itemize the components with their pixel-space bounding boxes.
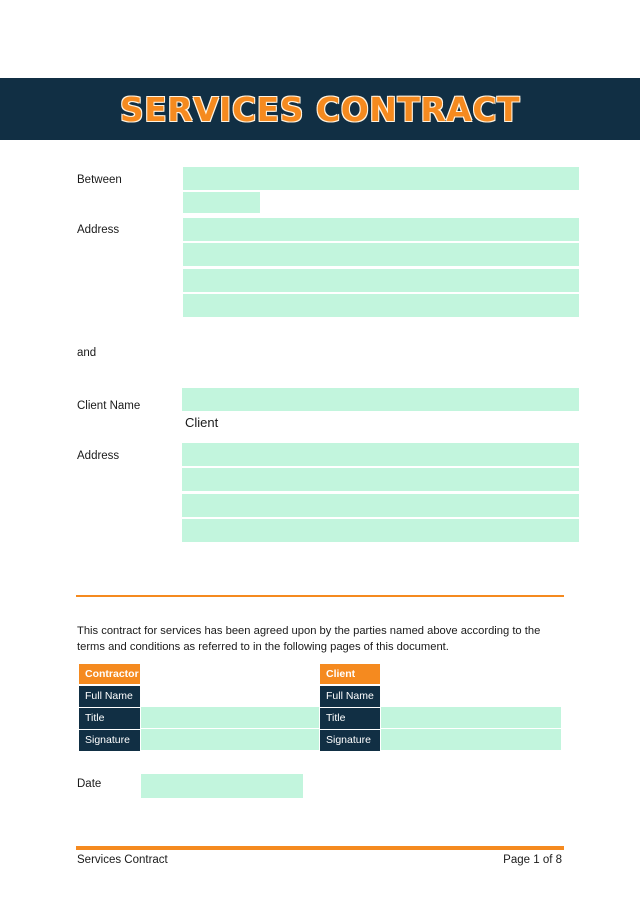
provider-name-extra-field[interactable] [183,192,260,213]
client-heading: Client [320,664,380,684]
client-address-label: Address [77,450,120,462]
date-label: Date [77,778,102,790]
provider-address-line-1[interactable] [183,218,579,241]
contractor-heading: Contractor [79,664,140,684]
contractor-full-name-label: Full Name [79,686,140,707]
contractor-signature-label: Signature [79,730,140,751]
client-signature-label: Signature [320,730,380,751]
between-label: Between [77,174,122,186]
client-name-label: Client Name [77,400,141,412]
agreement-paragraph: This contract for services has been agreed upon by the parties named above according to the terms and conditions as referred to in the following pages of this document. [77,625,541,653]
client-title-field[interactable] [381,707,561,728]
contractor-signature-field[interactable] [141,729,319,750]
provider-name-field[interactable] [183,167,579,190]
date-field[interactable] [141,774,303,798]
provider-address-line-4[interactable] [183,294,579,317]
client-address-line-3[interactable] [182,494,579,517]
client-name-field[interactable] [182,388,579,411]
provider-address-line-3[interactable] [183,269,579,292]
page-title: SERVICES CONTRACT [119,89,521,129]
title-banner [0,78,640,140]
client-full-name-label: Full Name [320,686,380,707]
client-signature-field[interactable] [381,729,561,750]
provider-address-line-2[interactable] [183,243,579,266]
contractor-title-field[interactable] [141,707,319,728]
client-address-line-2[interactable] [182,468,579,491]
client-name-caption: Client [185,415,219,430]
provider-address-label: Address [77,224,120,236]
footer-document-name: Services Contract [77,854,168,866]
client-title-label: Title [320,708,380,729]
client-address-line-4[interactable] [182,519,579,542]
client-address-line-1[interactable] [182,443,579,466]
footer-rule [76,846,564,850]
and-label: and [77,347,97,359]
section-divider [76,595,564,597]
footer-page-indicator: Page 1 of 8 [503,854,562,866]
contractor-title-label: Title [79,708,140,729]
